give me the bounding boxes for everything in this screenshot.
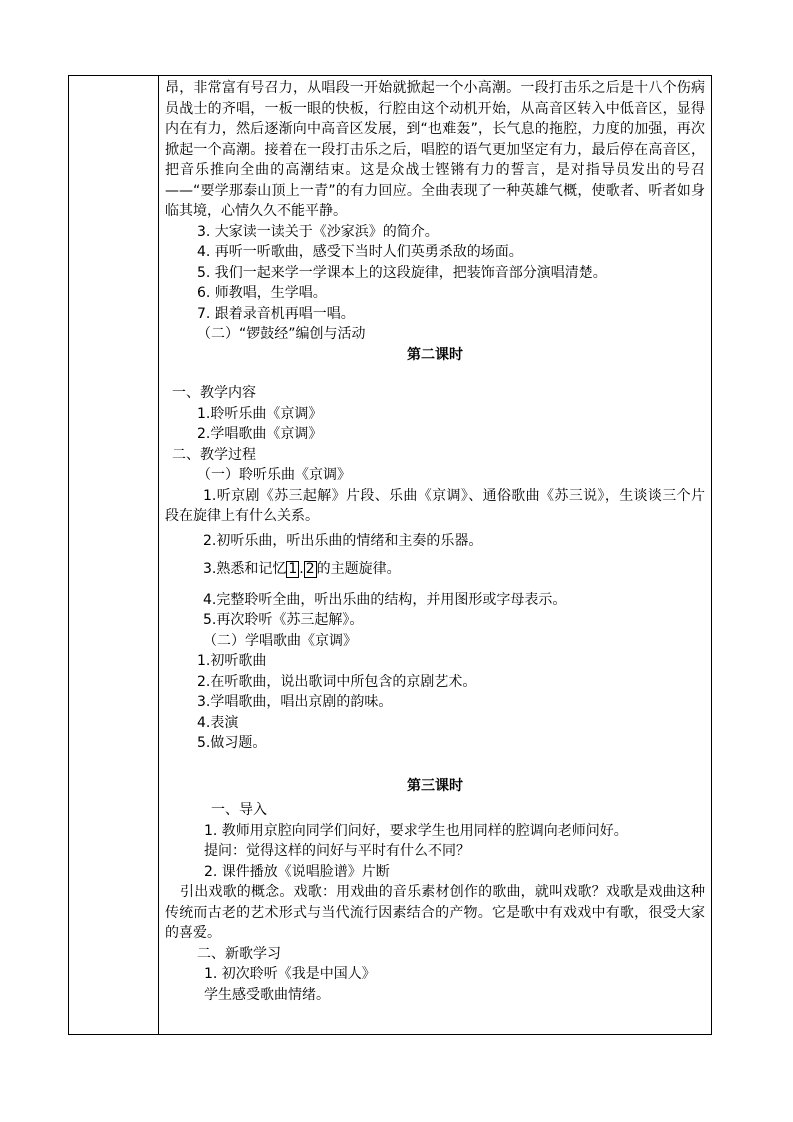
lesson3-intro-item-2: 2. 课件播放《说唱脸谱》片断 [204,863,390,880]
lesson2-part1-item-5: 5.再次聆听《苏三起解》。 [203,612,364,628]
lesson3-new-song-item-1: 1. 初次聆听《我是中国人》 [204,966,376,982]
lesson2-process-heading: 二、教学过程 [172,446,256,463]
lesson1-step-3: 3. 大家读一读关于《沙家浜》的简介。 [197,223,439,240]
lesson3-intro-item-1: 1. 教师用京腔向同学们问好，要求学生也用同样的腔调向老师问好。 [204,822,628,839]
lesson3-new-song-item-1-note: 学生感受歌曲情绪。 [204,986,330,1003]
lesson2-title: 第二课时 [407,346,463,363]
lesson3-new-song-heading: 二、新歌学习 [197,945,281,962]
xige-concept-paragraph: 引出戏歌的概念。戏歌：用戏曲的音乐素材创作的歌曲，就叫戏歌？戏歌是戏曲这种传统而古老的艺术形式与当代流行因素结合的产物。它是歌中有戏戏中有歌，很受大家的喜爱。 [165,884,705,941]
lesson2-part1-heading: （一）聆听乐曲《京调》 [197,467,351,483]
lesson1-step-6: 6. 师教唱，生学唱。 [197,285,327,301]
lesson2-part1-item-1: 1.听京剧《苏三起解》片段、乐曲《京调》、通俗歌曲《苏三说》，生谈谈三个片段在旋律上有什么关系。 [165,487,705,524]
theme-1-box: 1 [288,561,298,577]
lesson2-part1-item-4: 4.完整聆听全曲，听出乐曲的结构，并用图形或字母表示。 [203,591,567,608]
item-3-separator: . [299,561,304,577]
lesson2-part2-item-2: 2.在听歌曲，说出歌词中所包含的京剧艺术。 [197,673,477,690]
lesson2-part2-heading: （二）学唱歌曲《京调》 [203,632,357,649]
lesson3-intro-question: 提问：觉得这样的问好与平时有什么不同？ [204,843,470,859]
song-analysis-paragraph: 昂，非常富有号召力，从唱段一开始就掀起一个小高潮。一段打击乐之后是十八个伤病员战士的齐唱，一板一眼的快板，行腔由这个动机开始，从高音区转入中低音区，显得内在有力，然后逐渐向中高音区发展，到“也难轰”，长气息的拖腔，力度的加强，再次掀起一个高潮。接着在一段打击乐之后，唱腔的语气更加坚定有力，最后停在高音区，把音乐推向全曲的高潮结束。这是众战士铿锵有力的誓言，是对指导员发出的号召——“要学那泰山顶上一青”的有力回应。全曲表现了一种英雄气概，使歌者、听者如身临其境，心情久久不能平静。 [165,80,705,219]
theme-2-box: 2 [305,561,315,577]
lesson2-part2-item-3: 3.学唱歌曲，唱出京剧的韵味。 [197,694,393,710]
lesson2-content-item-1: 1.聆听乐曲《京调》 [197,405,323,422]
item-3-text-after: 的主题旋律。 [316,561,401,577]
item-3-text-before: 3.熟悉和记忆 [203,561,287,577]
column-divider [158,76,159,1034]
lesson2-part2-item-5: 5.做习题。 [197,735,267,751]
lesson2-content-heading: 一、教学内容 [172,385,256,401]
lesson2-part2-item-1: 1.初听歌曲 [197,653,267,669]
lesson-content-cell [165,76,705,1034]
lesson2-part1-item-2: 2.初听乐曲，听出乐曲的情绪和主奏的乐器。 [203,532,483,549]
lesson1-step-7: 7. 跟着录音机再唱一唱。 [197,305,355,322]
lesson2-part2-item-4: 4.表演 [197,714,239,731]
lesson3-intro-heading: 一、导入 [211,802,267,818]
lesson1-step-4: 4. 再听一听歌曲，感受下当时人们英勇杀敌的场面。 [197,244,523,260]
lesson1-section-2-heading: （二）“锣鼓经”编创与活动 [197,326,366,342]
lesson2-part1-item-3 [165,559,705,580]
lesson-plan-table [68,75,712,1035]
lesson1-step-5: 5. 我们一起来学一学课本上的这段旋律，把装饰音部分演唱清楚。 [197,264,607,281]
lesson2-content-item-2: 2.学唱歌曲《京调》 [197,426,323,442]
lesson3-title: 第三课时 [407,777,463,794]
